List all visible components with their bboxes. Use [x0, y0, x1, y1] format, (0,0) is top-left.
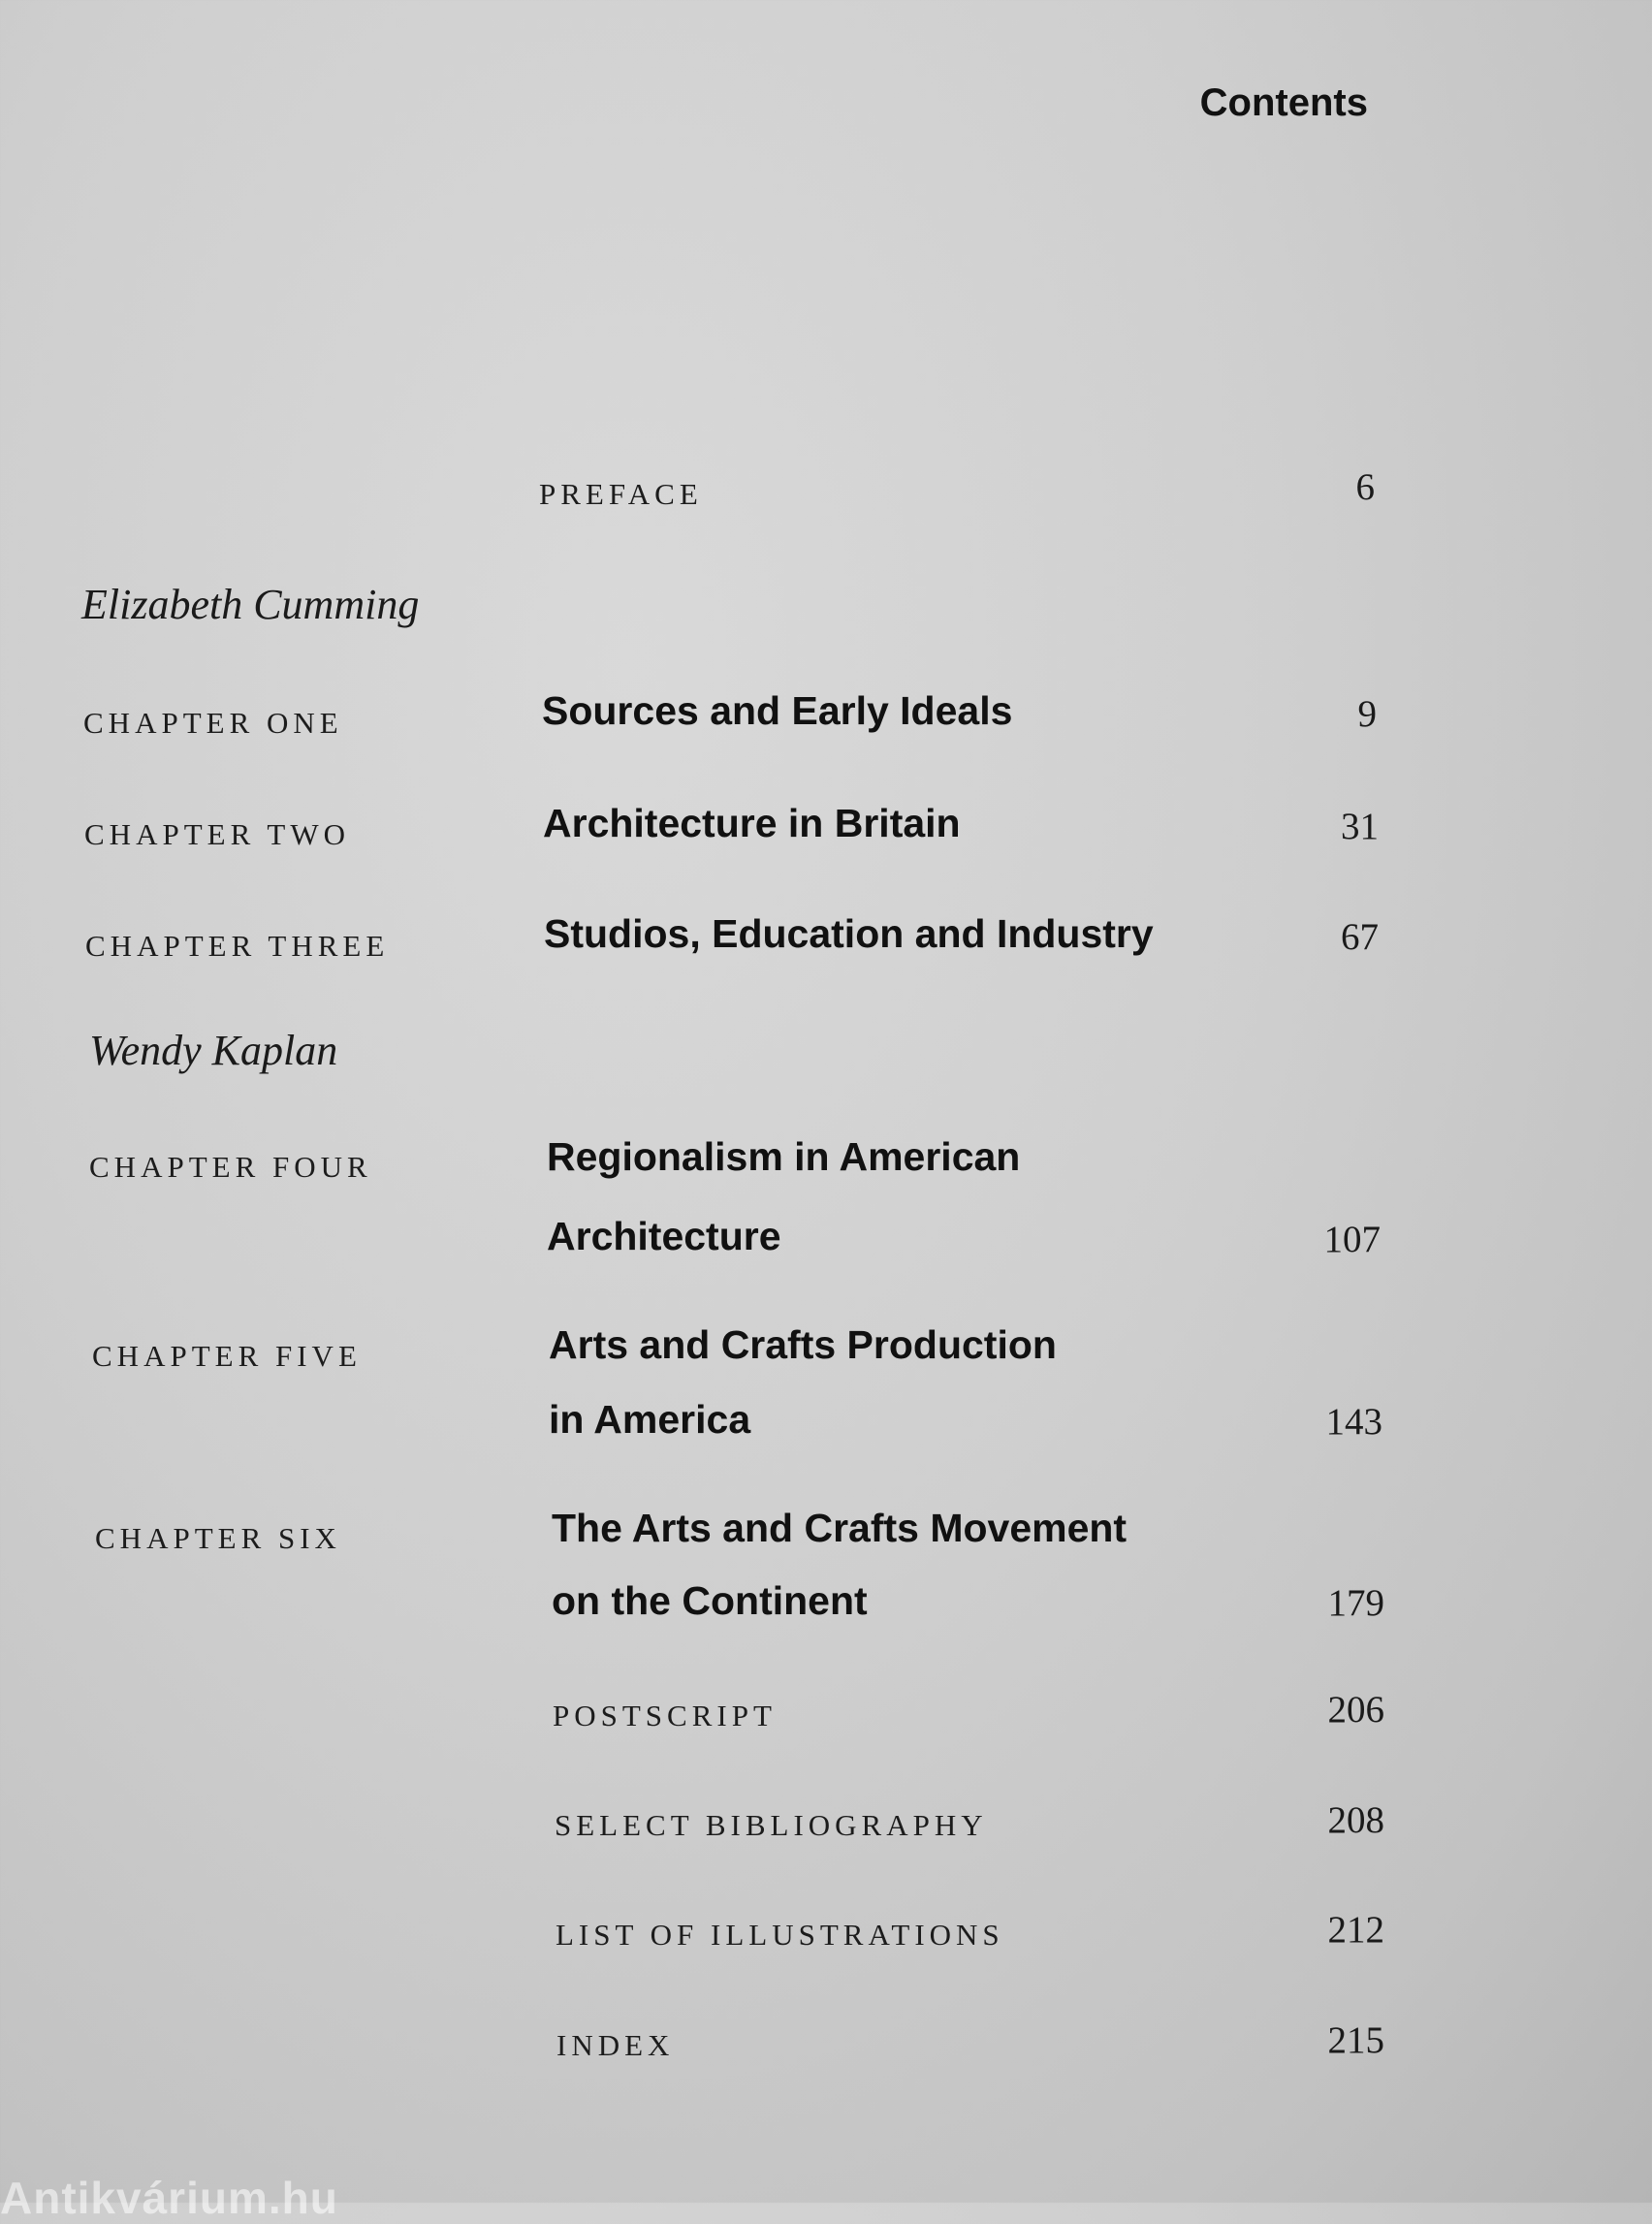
- chapter-label: CHAPTER TWO: [84, 817, 351, 851]
- chapter-title: Studios, Education and Industry: [544, 911, 1154, 956]
- chapter-title-line: Arts and Crafts Production: [549, 1322, 1057, 1367]
- chapter-label: CHAPTER FOUR: [89, 1150, 372, 1184]
- author-name: Elizabeth Cumming: [81, 581, 420, 628]
- chapter-title-line: Architecture: [547, 1214, 781, 1258]
- preface-label: PREFACE: [539, 477, 703, 511]
- back-matter-label: POSTSCRIPT: [553, 1699, 777, 1732]
- chapter-label: CHAPTER THREE: [85, 929, 390, 963]
- chapter-page: 143: [1325, 1401, 1382, 1443]
- chapter-page: 107: [1323, 1219, 1381, 1260]
- chapter-title-line: on the Continent: [552, 1578, 868, 1623]
- back-matter-label: LIST OF ILLUSTRATIONS: [556, 1918, 1004, 1952]
- chapter-page: 67: [1341, 916, 1379, 958]
- chapter-title: Sources and Early Ideals: [542, 688, 1013, 733]
- chapter-title-line: in America: [549, 1397, 751, 1442]
- watermark: Antikvárium.hu: [0, 2173, 338, 2223]
- back-matter-page: 208: [1327, 1799, 1384, 1841]
- chapter-page: 179: [1327, 1582, 1384, 1624]
- chapter-label: CHAPTER FIVE: [92, 1339, 362, 1373]
- back-matter-label: INDEX: [556, 2028, 675, 2062]
- chapter-title-line: The Arts and Crafts Movement: [552, 1506, 1128, 1550]
- back-matter-label: SELECT BIBLIOGRAPHY: [555, 1808, 988, 1842]
- chapter-label: CHAPTER ONE: [83, 706, 343, 740]
- author-name: Wendy Kaplan: [89, 1027, 338, 1074]
- chapter-page: 31: [1341, 806, 1379, 847]
- preface-page: 6: [1355, 466, 1375, 508]
- back-matter-page: 212: [1327, 1909, 1384, 1951]
- back-matter-page: 215: [1327, 2019, 1384, 2061]
- chapter-title-line: Regionalism in American: [547, 1134, 1021, 1179]
- chapter-label: CHAPTER SIX: [95, 1521, 341, 1555]
- back-matter-page: 206: [1327, 1689, 1384, 1731]
- chapter-page: 9: [1357, 693, 1377, 735]
- chapter-title: Architecture in Britain: [543, 801, 961, 845]
- page-title: Contents: [1199, 81, 1368, 124]
